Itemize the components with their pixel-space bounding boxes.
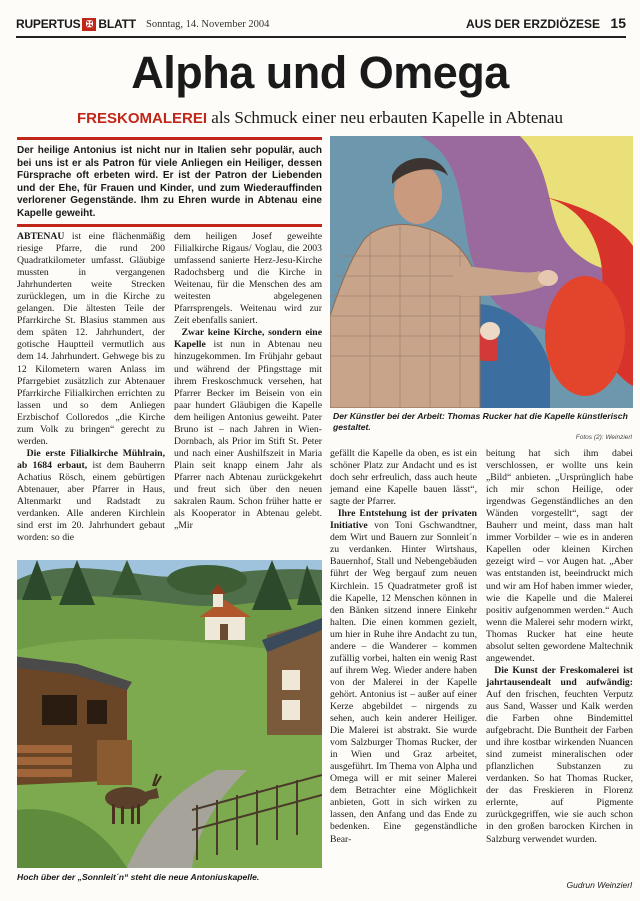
page-number: 15 [610, 15, 626, 31]
lead-divider [17, 224, 322, 227]
author-byline: Gudrun Weinzierl [566, 880, 632, 890]
artist-painting-image [330, 136, 633, 408]
paragraph-text: ist nun in Abtenau neu hinzugekommen. Im Frühjahr gebaut und während der Pfingsttage mit ihrem Freskoschmuck versehen, hat Pfarrer Becker im Beisein von ein paar hundert Gläubigen die Kapelle dem heiligen Antonius geweiht. Pater Bruno ist – nach Jahren in Wien-Dornbach, als Prior im Stift St. Peter und nach einer Aushilfszeit in Maria Plain seit knapp einem Jahr als Pfarrer nach Abtenau zurückgekehrt und freut sich über den neuen sakralen Raum. Schon früher hatte er als Kooperator in Abtenau gelebt. „Mir [174, 339, 322, 532]
article-lead: Der heilige Antonius ist nicht nur in Italien sehr populär, auch bei uns ist er als Patron für viele Anliegen ein Heiliger, dessen Fürsprache oft erbeten wird. Er ist der Patron der Liebenden und der Ehe, für Frauen und Kinder, und zum Wiederauffinden verlorener Gegenstände. Ihm zu Ehren wurde in Abtenau eine Kapelle geweiht. [17, 137, 322, 221]
cross-icon: ✠ [82, 18, 96, 31]
section-name: AUS DER ERZDIÖZESE [465, 17, 600, 31]
paragraph-text: Auf den frischen, feuchten Verputz aus Sand, Wasser und Kalk werden die Farben ohne Bindemittel aufgebracht. Die Buntheit der Farben und ihre kostbar wirkenden Nuancen sind zumeist mineralischen oder pflanzlichen Substanzen zu verdanken. So hat Thomas Rucker, der das Freskieren in Florenz erlernte, auf Pigmente zurückgegriffen, wie sie auch schon in den großen barocken Kirchen in Salzburg verwendet wurden. [486, 688, 633, 845]
subhead: Die Kunst der Freskomalerei ist jahrtausendealt und aufwändig: [486, 664, 633, 688]
photo-credit: Fotos (2): Weinzierl [575, 434, 632, 441]
text-column-2 [174, 231, 322, 532]
paragraph [17, 231, 165, 448]
paragraph-text: gefällt die Kapelle da oben, es ist ein schöner Platz zur Andacht und es ist doch sehr erfreulich, dass auch heute jemand eine Kapelle bauen lässt“, sagte der Pfarrer. [330, 448, 477, 508]
article-title: Alpha und Omega [131, 47, 509, 98]
paragraph-text: von Toni Gschwandtner, dem Wirt und Bauern zur Sonnleit´n zu verdanken. Hinter Wirtshaus, Bauernhof, Stall und Nebengebäuden führt der Weg bergauf zum neuen Kirchlein. 15 Quadratmeter groß ist die Kapelle, 12 Menschen können in den Bänken sitzend innere Einkehr halten. Die einen kommen gezielt, um hier in Ruhe ihre Andacht zu tun, andere – die Wanderer – kommen zufällig vorbei, halten ein wenig Rast auf ihrem Weg. Wieder andere haben von der Malerei in der Kapelle gehört. Antonius ist – außer auf einer Kerze abgebildet – nirgends zu sehen, auch kein anderer Heiliger. Die Malerei ist abstrakt. Sie wurde vom Salzburger Thomas Rucker, der in Wien und Graz arbeitet, ausgeführt. Im Thema von Alpha und Omega will er mit seiner Malerei dem Betrachter eine Möglichkeit anbieten, Gott in sich wirken zu lassen, den Anfang und das Ende zu bedenken. Eine gegenständliche Bear- [330, 520, 477, 845]
paragraph [486, 448, 633, 665]
issue-date: Sonntag, 14. November 2004 [146, 19, 270, 30]
artist-photo [330, 136, 633, 408]
paragraph [174, 327, 322, 532]
kicker: FRESKOMALEREI [77, 110, 208, 127]
article-subtitle [0, 107, 640, 130]
photo-caption: Der Künstler bei der Arbeit: Thomas Rucker hat die Kapelle künstlerisch gestaltet. [333, 411, 628, 432]
paragraph-text: ist dem Bauherrn Achatius Rösch, einem gebürtigen Abtenauer, aber Pfarrer in Haus, Altenmarkt und Radstadt zu verdanken. Alle anderen Kirchlein sind erst im 20. Jahrhundert gebaut worden: so die [17, 459, 165, 544]
dateline: ABTENAU [17, 231, 65, 242]
subhead: Zwar keine Kirche, sondern eine Kapelle [174, 327, 322, 351]
text-column-1 [17, 231, 165, 544]
subhead: Die erste Filialkirche Mühlrain, ab 1684 erbaut, [17, 447, 165, 471]
paragraph-text: dem heiligen Josef geweihte Filialkirche Rigaus/ Voglau, die 2003 umfassend sanierte Herz-Jesu-Kirche Radochsberg und die Kirche in Weitenau, für die Menschen des am weitesten abgelegenen Pfarrsprengels. Weitenau wird zur Zeit ebenfalls saniert. [174, 231, 322, 327]
paragraph [174, 231, 322, 327]
paragraph [17, 448, 165, 544]
chapel-landscape-image [17, 560, 322, 868]
logo-text-right: BLATT [98, 17, 136, 31]
text-column-4 [486, 448, 633, 846]
newspaper-logo [16, 17, 136, 31]
paragraph [486, 665, 633, 846]
subtitle-text: als Schmuck einer neu erbauten Kapelle in Abtenau [207, 108, 563, 127]
logo-text-left: RUPERTUS [16, 17, 81, 31]
text-column-3 [330, 448, 477, 846]
paragraph [330, 508, 477, 845]
paragraph-text: beitung hat sich ihm dabei verschlossen, er wollte uns kein „Bild“ anbieten. „Ursprünglich habe ich mir schon Heilige, oder irgendwas Gegenständliches an den Wänden vorgestellt“, sagt der Bauherr und meint, dass man halt immer Vorbilder – wie es in anderen Kapellen oder kleinen Kirchen gezeigt wird – vor Augen hat. „Aber was entstanden ist, beeindruckt mich und wir am Hof haben immer wieder, wie die Kapelle und die Malerei positiv aufgenommen werden.“ Auch wenn die Malerei sehr modern wirkt, Thomas Rucker hat eine heute absolut selten gewordene Maltechnik angewendet. [486, 448, 633, 664]
subhead: Ihre Entstehung ist der privaten Initiative [330, 508, 477, 532]
photo-caption: Hoch über der „Sonnleit´n“ steht die neue Antoniuskapelle. [17, 872, 260, 882]
chapel-photo [17, 560, 322, 868]
page-header [16, 14, 626, 38]
paragraph [330, 448, 477, 508]
paragraph-text: ist eine flächenmäßig riesige Pfarre, die rund 200 Quadratkilometer umfasst. Gläubige mussten in vergangenen Jahrhunderten weite Strecken zurücklegen, um in die Kirche zu gelangen. Die ältesten Teile der Pfarrkirche St. Blasius stammen aus dem späten 12. Jahrhundert, der gotische Hauptteil vermutlich aus dem 14. Jahrhundert. Gehwege bis zu 12 Kilometern waren Anlass im Pfarrgebiet zusätzlich zur Abtenauer Pfarrkirche Filialkirchen errichten zu lassen und so dem Anliegen Erzbischof Colloredos „die Kirche zum Volk zu bringen“ gerecht zu werden. [17, 231, 165, 447]
